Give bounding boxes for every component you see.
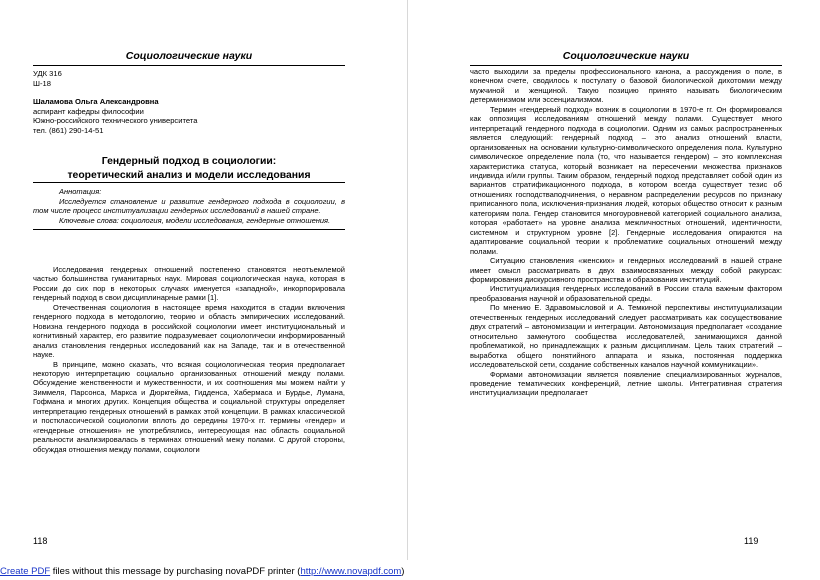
watermark-text: files without this message by purchasing novaPDF printer (: [50, 566, 301, 577]
author-phone: тел. (861) 290-14-51: [33, 125, 104, 135]
udk-code: УДК 316: [33, 69, 62, 78]
paragraph: Исследования гендерных отношений постепенно становятся неотъемлемой частью большинства гуманитарных наук. Мировая социологическая наука, которая в России до сих пор в некоторых случаях именуется «западной», инкорпорировала гендерный подход в свои дисциплинарные рамки [1].: [33, 265, 345, 303]
pdf-watermark-footer: [0, 563, 820, 580]
author-block: [33, 97, 197, 135]
abstract-box: [33, 182, 345, 230]
abstract-heading: Аннотация:: [59, 187, 102, 196]
running-header: Социологические науки: [562, 50, 690, 62]
right-page: [410, 0, 820, 560]
paragraph: В принципе, можно сказать, что всякая социологическая теория предполагает некоторую интерпретацию социально организованных отношений между полами. Обсуждение женственности и мужественности, и их соотношения мы можем найти у Зиммеля, Парсонса, Маркса и Дюркгейма, Гидденса, Хабермаса и Бурдье, Лумана, Гофмана и многих других. Концепция общества и социальной структуры определяет интерпретацию гендерных отношений в рамках этой концепции. В рамках классической и постклассической социологии вплоть до середины 1970-х гг. термины «гендер» и «гендерные отношения» не употреблялись, интересующая нас область социальной реальности анализировалась в терминах отношений межу полами. С другой стороны, обсуждая отношения между полами, социологи: [33, 359, 345, 454]
index-code: Ш-18: [33, 78, 51, 88]
page-number: 118: [33, 536, 48, 546]
header-rule: [33, 65, 345, 66]
left-page: [0, 0, 405, 560]
author-institution: Южно-российского технического университета: [33, 116, 198, 126]
watermark-text-end: ): [401, 566, 405, 577]
header-rule: [470, 65, 782, 66]
author-position: аспирант кафедры философии: [33, 106, 144, 116]
paragraph: Институциализация гендерных исследований в России стала важным фактором преобразования научной и образовательной среды.: [470, 284, 782, 303]
paragraph: Формами автономизации является появление специализированных журналов, проведение тематических конференций, летние школы. Интегративная стратегия институциализации предполагает: [470, 369, 782, 398]
page-number: 119: [744, 536, 759, 546]
body-text: [470, 67, 782, 398]
keywords: Ключевые слова: социология, модели исследования, гендерные отношения.: [59, 215, 331, 225]
abstract-text: Исследуется становление и развитие гендерного подхода в социологии, в том числе процесс институализации гендерных исследований в нашей стране.: [33, 196, 345, 216]
author-name: Шаламова Ольга Александровна: [33, 97, 159, 106]
page-gutter: [407, 0, 408, 560]
article-title-line: Гендерный подход в социологии:: [101, 156, 277, 167]
create-pdf-link[interactable]: Create PDF: [0, 566, 51, 577]
paragraph: Термин «гендерный подход» возник в социологии в 1970-е гг. Он формировался как оппозиция исследованиям отношений между полами. Существует много интерпретаций гендерного подхода в социологии. Одним из самых распространенных является следующий: гендерный подход – это анализ отношений власти, организованных на основании культурно-символического определения пола. Культурно символическое определение пола (то, что называется гендером) – это комплексная характеристика статуса, который возникает на пересечении множества признаков индивида и/или группы. Таким образом, гендерный подход представляет собой один из вариантов стратификационного подхода, в котором всегда существует тезис об отношениях господстваподчинения, о неравном распределении ресурсов по признаку приписанного пола, исключения-признания людей, которых общество относит к разным категориям пола. Гендер становится многоуровневой категорией социального анализа, которая «работает» на уровне анализа межличностных отношений, идентичности, системном и структурном уровне [2]. Гендерные исследования опираются на адаптирование социальной теории к проблематике социальных отношений между полами.: [470, 104, 782, 256]
paragraph: Ситуацию становления «женских» и гендерных исследований в нашей стране имеет смысл рассматривать в двух взаимосвязанных между собой ракурсах: формирования дискурсивного пространства и образования институций.: [470, 256, 782, 284]
classification-codes: [33, 69, 62, 88]
paragraph-continuation: часто выходили за пределы профессионального канона, а рассуждения о поле, в конечном счете, сводилось к постулату о базовой биологической дихотомии между мужчиной и женщиной. Такую позицию принято называть биологическим детерминизмом или эссенциализмом.: [470, 67, 782, 105]
paragraph: Отечественная социология в настоящее время находится в стадии включения гендерного подхода в методологию, теорию и область эмпирических исследований. Новизна гендерного подхода в российской социологии имеет институциональный и когнитивный характер, его развитие подразумевает социологически информированный анализ становления гендерных исследований как на Западе, так и в отечественной науке.: [33, 302, 345, 360]
article-title-line: теоретический анализ и модели исследования: [67, 169, 311, 181]
running-header: Социологические науки: [125, 50, 253, 62]
novapdf-link[interactable]: http://www.novapdf.com: [300, 566, 402, 577]
body-text: [33, 265, 345, 454]
paragraph: По мнению Е. Здравомысловой и А. Темкиной перспективы институциализации отечественных гендерных исследований следует рассматривать как сосуществование двух стратегий – автономизации и интеграции. Автономизация предполагает «создание относительно замкнутого сообщества исследователей, занимающихся данной проблематикой, но принадлежащих к разным дисциплинам. Цель таких стратегий – выработка общего понятийного аппарата и языка, постоянная поддержка исследовательской сети, создание собственных каналов научной коммуникации».: [470, 303, 782, 370]
article-title: [33, 155, 345, 182]
